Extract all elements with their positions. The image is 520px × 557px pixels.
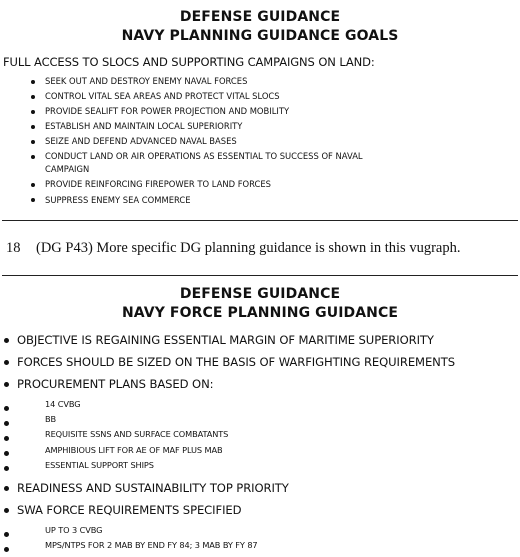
procurement-sublist [0, 395, 455, 477]
bullet-icon [4, 466, 9, 471]
slide-title-line-2: NAVY FORCE PLANNING GUIDANCE [121, 305, 399, 321]
list-item: REQUISITE SSNS AND SURFACE COMBATANTS [0, 427, 455, 442]
bullet-icon [31, 140, 35, 144]
slide-title-line-2: NAVY PLANNING GUIDANCE GOALS [121, 28, 399, 44]
divider [2, 220, 518, 221]
list-item: AMPHIBIOUS LIFT FOR AE OF MAF PLUS MAB [0, 443, 455, 458]
bullet-icon [4, 547, 9, 552]
bullet-icon [4, 421, 9, 426]
force-planning-list [0, 329, 455, 557]
bullet-icon [31, 183, 35, 187]
list-item: PROCUREMENT PLANS BASED ON: 14 CVBG BB REQUISITE SSNS AND SURFACE COMBATANTS AMPHIBIOUS LIFT FOR AE OF MAF PLUS MAB ESSENTIAL SUPPORT SHIPS [0, 373, 455, 477]
slide-goals [0, 8, 520, 46]
list-item: ESTABLISH AND MAINTAIN LOCAL SUPERIORITY [0, 119, 363, 134]
bullet-icon [4, 508, 9, 513]
list-item: SWA FORCE REQUIREMENTS SPECIFIED UP TO 3 CVBG MPS/NTPS FOR 2 MAB BY END FY 84; 3 MAB BY FY 87 [0, 499, 455, 557]
bullet-icon [4, 486, 9, 491]
list-item: BB [0, 412, 455, 427]
list-item: 14 CVBG [0, 397, 455, 412]
goals-list [0, 74, 363, 208]
bullet-icon [31, 110, 35, 114]
bullet-icon [31, 80, 35, 84]
list-item: MPS/NTPS FOR 2 MAB BY END FY 84; 3 MAB BY FY 87 [0, 538, 455, 553]
list-item: PROVIDE SEALIFT FOR POWER PROJECTION AND MOBILITY [0, 104, 363, 119]
bullet-icon [4, 451, 9, 456]
bullet-icon [31, 95, 35, 99]
list-item: UP TO 3 CVBG [0, 523, 455, 538]
bullet-icon [4, 406, 9, 411]
list-item: CONDUCT LAND OR AIR OPERATIONS AS ESSENTIAL TO SUCCESS OF NAVAL CAMPAIGN [0, 149, 363, 177]
bullet-icon [31, 198, 35, 202]
list-item: SEEK OUT AND DESTROY ENEMY NAVAL FORCES [0, 74, 363, 89]
figure-caption [6, 240, 460, 257]
list-item: READINESS AND SUSTAINABILITY TOP PRIORITY [0, 477, 455, 499]
list-item: SUPPRESS ENEMY SEA COMMERCE [0, 193, 363, 208]
goals-intro: FULL ACCESS TO SLOCS AND SUPPORTING CAMPAIGNS ON LAND: [3, 55, 375, 69]
list-item: PROVIDE REINFORCING FIREPOWER TO LAND FORCES [0, 177, 363, 192]
bullet-icon [4, 382, 9, 387]
list-item: ESSENTIAL SUPPORT SHIPS [0, 458, 455, 473]
bullet-icon [31, 155, 35, 159]
bullet-icon [4, 338, 9, 343]
bullet-icon [4, 436, 9, 441]
caption-text: (DG P43) More specific DG planning guidance is shown in this vugraph. [36, 240, 461, 256]
divider [2, 275, 518, 276]
list-item: SEIZE AND DEFEND ADVANCED NAVAL BASES [0, 134, 363, 149]
swa-sublist [0, 521, 455, 557]
slide-title-line-1: DEFENSE GUIDANCE [179, 9, 341, 25]
bullet-icon [31, 125, 35, 129]
caption-number: 18 [6, 240, 21, 256]
list-item: FORCES SHOULD BE SIZED ON THE BASIS OF WARFIGHTING REQUIREMENTS [0, 351, 455, 373]
list-item: CONTROL VITAL SEA AREAS AND PROTECT VITAL SLOCS [0, 89, 363, 104]
bullet-icon [4, 532, 9, 537]
bullet-icon [4, 360, 9, 365]
slide-title-line-1: DEFENSE GUIDANCE [179, 286, 341, 302]
list-item: OBJECTIVE IS REGAINING ESSENTIAL MARGIN OF MARITIME SUPERIORITY [0, 329, 455, 351]
slide-force-planning [0, 285, 520, 323]
